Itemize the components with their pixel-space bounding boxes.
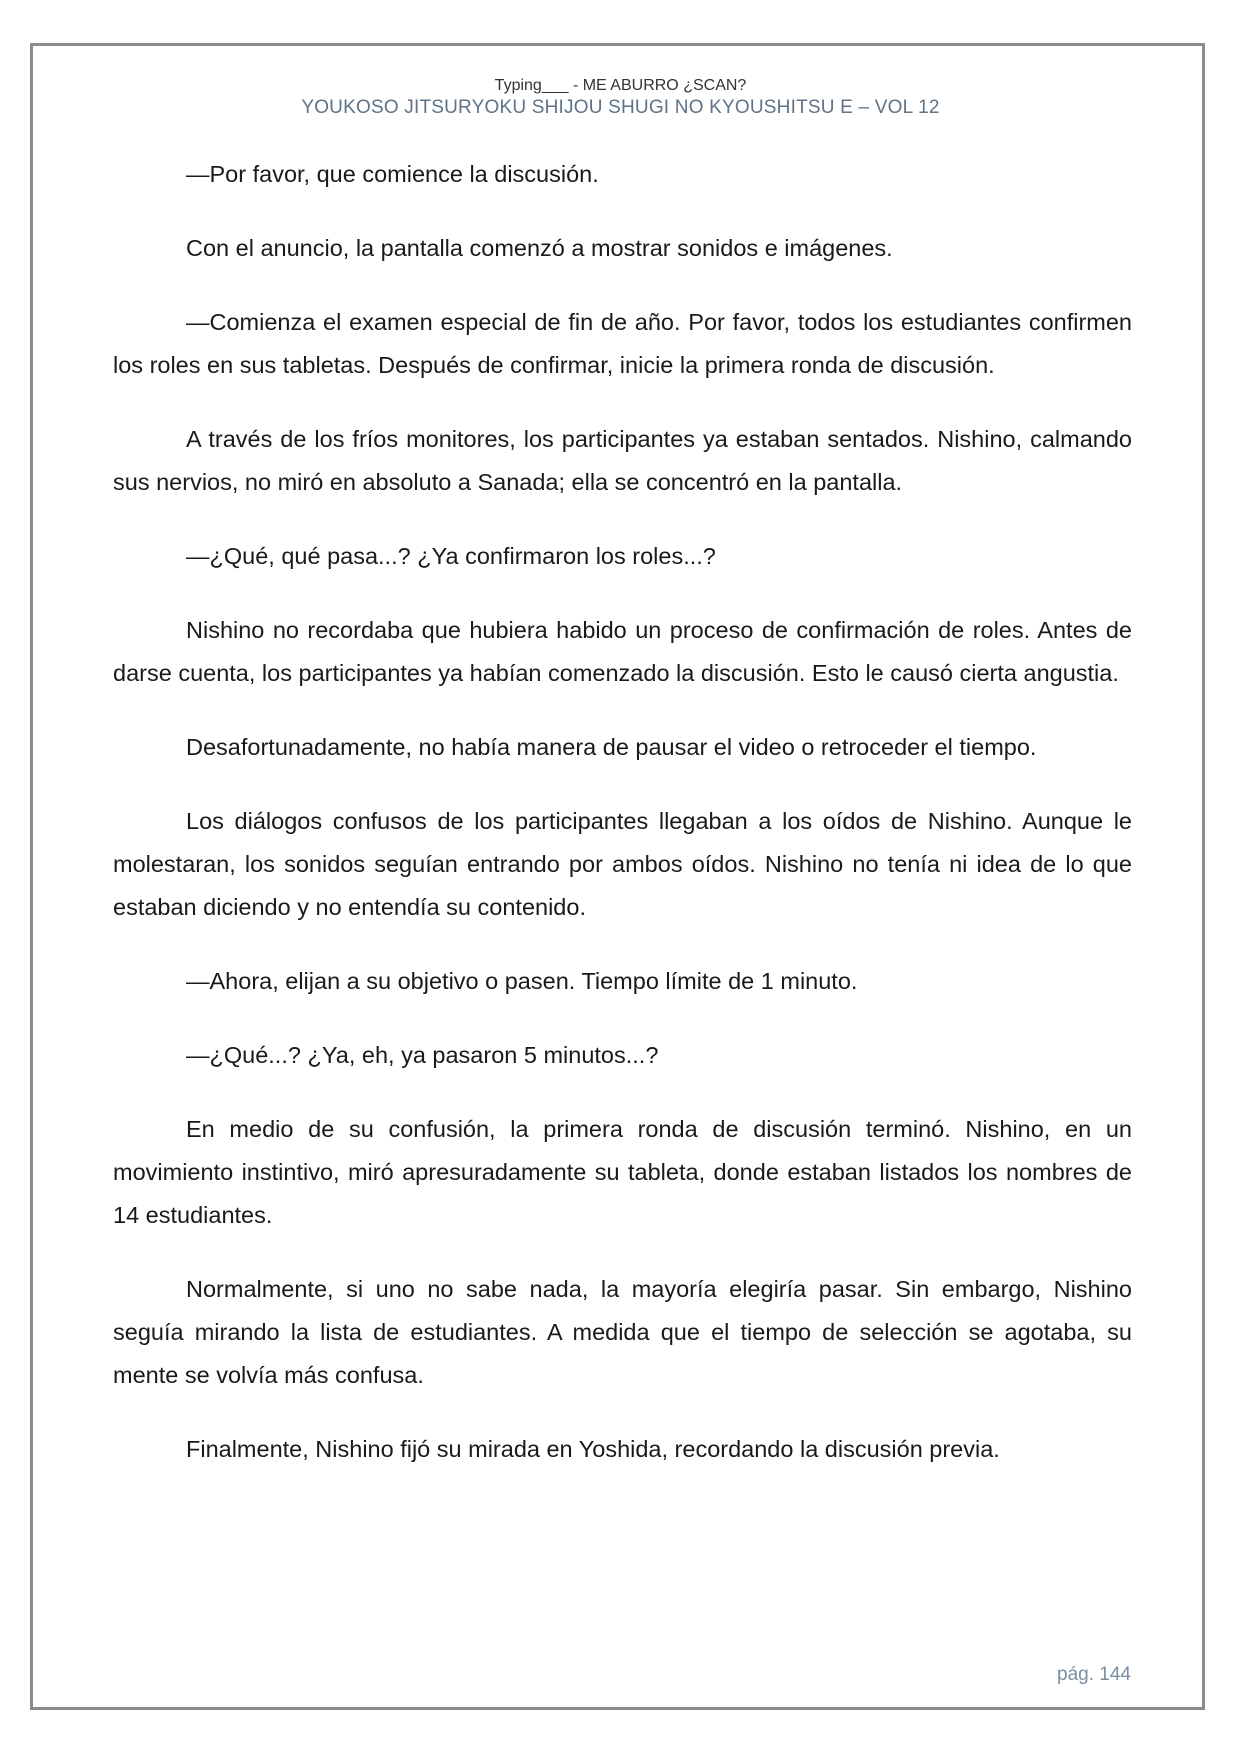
paragraph: —Comienza el examen especial de fin de año. Por favor, todos los estudiantes confirmen los roles en sus tabletas. Después de confirmar, inicie la primera ronda de discusión. xyxy=(113,309,1132,378)
paragraph: Desafortunadamente, no había manera de pausar el video o retroceder el tiempo. xyxy=(186,734,1037,760)
paragraph: Normalmente, si uno no sabe nada, la mayoría elegiría pasar. Sin embargo, Nishino seguía mirando la lista de estudiantes. A medida que el tiempo de selección se agotaba, su mente se volvía más confusa. xyxy=(113,1276,1132,1388)
page-header xyxy=(0,76,1241,120)
paragraph: A través de los fríos monitores, los participantes ya estaban sentados. Nishino, calmando sus nervios, no miró en absoluto a Sanada; ella se concentró en la pantalla. xyxy=(113,426,1132,495)
page-number: pág. 144 xyxy=(1057,1664,1131,1685)
paragraph: En medio de su confusión, la primera ronda de discusión terminó. Nishino, en un movimiento instintivo, miró apresuradamente su tableta, donde estaban listados los nombres de 14 estudiantes. xyxy=(113,1116,1132,1228)
header-book-title: YOUKOSO JITSURYOKU SHIJOU SHUGI NO KYOUSHITSU E – VOL 12 xyxy=(301,97,940,118)
paragraph: —¿Qué, qué pasa...? ¿Ya confirmaron los roles...? xyxy=(186,543,716,569)
paragraph: —Ahora, elijan a su objetivo o pasen. Tiempo límite de 1 minuto. xyxy=(186,968,858,994)
paragraph: Los diálogos confusos de los participantes llegaban a los oídos de Nishino. Aunque le molestaran, los sonidos seguían entrando por ambos oídos. Nishino no tenía ni idea de lo que estaban diciendo y no entendía su contenido. xyxy=(113,808,1132,920)
paragraph: Con el anuncio, la pantalla comenzó a mostrar sonidos e imágenes. xyxy=(186,235,893,261)
paragraph: Nishino no recordaba que hubiera habido un proceso de confirmación de roles. Antes de darse cuenta, los participantes ya habían comenzado la discusión. Esto le causó cierta angustia. xyxy=(113,617,1132,686)
header-scan-credit: Typing___ - ME ABURRO ¿SCAN? xyxy=(494,77,747,94)
paragraph: —Por favor, que comience la discusión. xyxy=(186,161,599,187)
paragraph: Finalmente, Nishino fijó su mirada en Yoshida, recordando la discusión previa. xyxy=(186,1436,1000,1462)
page-body xyxy=(113,153,1132,1502)
paragraph: —¿Qué...? ¿Ya, eh, ya pasaron 5 minutos...? xyxy=(186,1042,659,1068)
